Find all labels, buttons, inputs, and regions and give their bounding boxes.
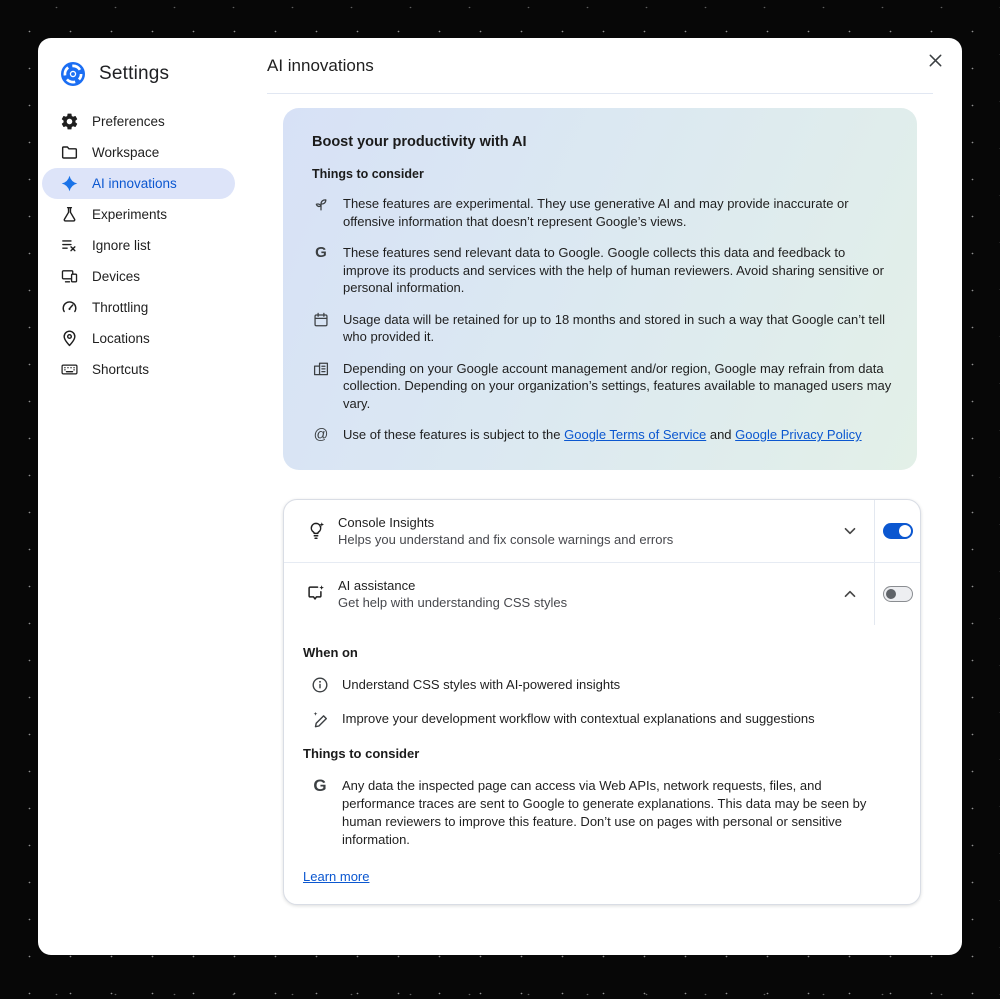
toggle-knob bbox=[886, 589, 896, 599]
terms-of-service-link[interactable]: Google Terms of Service bbox=[564, 427, 707, 442]
console-insights-text bbox=[338, 514, 673, 548]
sidebar-item-label: Ignore list bbox=[92, 238, 151, 253]
toggle-knob bbox=[899, 525, 911, 537]
sidebar-item-ai-innovations[interactable] bbox=[42, 168, 235, 199]
settings-sidebar bbox=[38, 38, 267, 955]
sprout-icon bbox=[312, 195, 330, 213]
when-on-item-text: Understand CSS styles with AI-powered insights bbox=[342, 677, 621, 692]
consider-item-text: Any data the inspected page can access via Web APIs, network requests, files, and performance traces are sent to Google to generate explanations. This data may be seen by human reviewers to improve this feature. Don’t use on pages with personal or sensitive information. bbox=[342, 778, 867, 847]
console-insights-row[interactable] bbox=[284, 500, 920, 562]
sidebar-item-label: Locations bbox=[92, 331, 150, 346]
sidebar-item-devices[interactable] bbox=[42, 261, 235, 292]
keyboard-icon bbox=[60, 360, 79, 379]
things-to-consider-heading: Things to consider bbox=[303, 746, 420, 761]
sidebar-item-label: Experiments bbox=[92, 207, 168, 222]
ai-assistance-row[interactable] bbox=[284, 563, 920, 625]
feature-title: Console Insights bbox=[338, 515, 435, 530]
console-insights-toggle[interactable] bbox=[883, 523, 913, 539]
promo-item-text: Usage data will be retained for up to 18 months and stored in such a way that Google can’t tell who provided it. bbox=[343, 311, 885, 344]
consider-item-data bbox=[311, 777, 894, 849]
sidebar-title: Settings bbox=[99, 63, 170, 84]
sidebar-item-throttling[interactable] bbox=[42, 292, 235, 323]
when-on-item-text: Improve your development workflow with contextual explanations and suggestions bbox=[342, 711, 815, 726]
promo-item-text: These features are experimental. They use generative AI and may provide inaccurate or offensive information that doesn’t represent Google’s views. bbox=[343, 196, 849, 229]
when-on-item-workflow bbox=[311, 710, 894, 728]
info-icon bbox=[311, 676, 329, 694]
brand-header bbox=[38, 58, 267, 90]
devtools-logo-icon bbox=[60, 61, 86, 87]
main-panel bbox=[267, 38, 962, 955]
sidebar-item-label: AI innovations bbox=[92, 176, 177, 191]
flask-icon bbox=[60, 205, 79, 224]
chevron-up-icon[interactable] bbox=[841, 585, 859, 603]
promo-item-experimental bbox=[312, 195, 893, 230]
close-icon bbox=[927, 52, 944, 69]
promo-item-data-to-google bbox=[312, 244, 893, 297]
promo-item-managed-accounts bbox=[312, 360, 893, 413]
sidebar-item-label: Shortcuts bbox=[92, 362, 150, 377]
spark-icon bbox=[60, 174, 79, 193]
sidebar-item-preferences[interactable] bbox=[42, 106, 235, 137]
sidebar-item-shortcuts[interactable] bbox=[42, 354, 235, 385]
ai-assistance-text bbox=[338, 577, 567, 611]
settings-dialog bbox=[38, 38, 962, 955]
chat-spark-icon bbox=[305, 583, 327, 605]
sidebar-item-label: Workspace bbox=[92, 145, 160, 160]
sidebar-item-experiments[interactable] bbox=[42, 199, 235, 230]
ai-assistance-toggle-cell bbox=[875, 586, 920, 602]
sidebar-item-label: Preferences bbox=[92, 114, 165, 129]
lightbulb-spark-icon bbox=[305, 520, 327, 542]
google-g-icon: G bbox=[315, 244, 327, 261]
google-g-icon: G bbox=[313, 776, 327, 795]
speedometer-icon bbox=[60, 298, 79, 317]
at-policy-icon: @ bbox=[313, 427, 329, 443]
location-pin-icon bbox=[60, 329, 79, 348]
learn-more-link[interactable]: Learn more bbox=[303, 869, 370, 884]
promo-item-legal bbox=[312, 426, 893, 444]
promo-item-text: These features send relevant data to Google. Google collects this data and feedback to improve its products and services with the help of human reviewers. Avoid sharing sensitive or personal information. bbox=[343, 245, 884, 295]
ai-features-card bbox=[283, 499, 921, 905]
legal-and: and bbox=[706, 427, 736, 442]
calendar-icon bbox=[312, 311, 330, 329]
sidebar-item-locations[interactable] bbox=[42, 323, 235, 354]
settings-nav bbox=[38, 106, 267, 385]
promo-title: Boost your productivity with AI bbox=[312, 134, 527, 150]
pen-spark-icon bbox=[311, 710, 329, 728]
when-on-item-insights bbox=[311, 676, 894, 694]
ai-promo-card bbox=[283, 108, 917, 470]
ai-assistance-toggle[interactable] bbox=[883, 586, 913, 602]
console-insights-toggle-cell bbox=[875, 523, 920, 539]
close-button[interactable] bbox=[925, 50, 945, 70]
promo-item-retention bbox=[312, 311, 893, 346]
feature-title: AI assistance bbox=[338, 578, 416, 593]
chevron-down-icon[interactable] bbox=[841, 522, 859, 540]
main-header bbox=[267, 38, 933, 94]
when-on-heading: When on bbox=[303, 645, 358, 660]
feature-subtitle: Get help with understanding CSS styles bbox=[338, 595, 568, 610]
folder-icon bbox=[60, 143, 79, 162]
sidebar-item-workspace[interactable] bbox=[42, 137, 235, 168]
sidebar-item-label: Devices bbox=[92, 269, 141, 284]
promo-subtitle: Things to consider bbox=[312, 167, 424, 181]
page-title: AI innovations bbox=[267, 55, 374, 75]
devices-icon bbox=[60, 267, 79, 286]
sidebar-item-label: Throttling bbox=[92, 300, 149, 315]
promo-legal-text bbox=[343, 426, 862, 444]
privacy-policy-link[interactable]: Google Privacy Policy bbox=[735, 427, 862, 442]
sidebar-item-ignore-list[interactable] bbox=[42, 230, 235, 261]
legal-prefix: Use of these features is subject to the bbox=[343, 427, 565, 442]
main-content bbox=[267, 94, 962, 905]
promo-item-text: Depending on your Google account management and/or region, Google may refrain from data collection. Depending on your organization’s settings, features available to managed users may vary. bbox=[343, 360, 892, 411]
ai-assistance-details bbox=[284, 625, 920, 904]
organization-icon bbox=[312, 360, 330, 378]
feature-subtitle: Helps you understand and fix console warnings and errors bbox=[338, 532, 674, 547]
ignore-list-icon bbox=[60, 236, 79, 255]
gear-icon bbox=[60, 112, 79, 131]
